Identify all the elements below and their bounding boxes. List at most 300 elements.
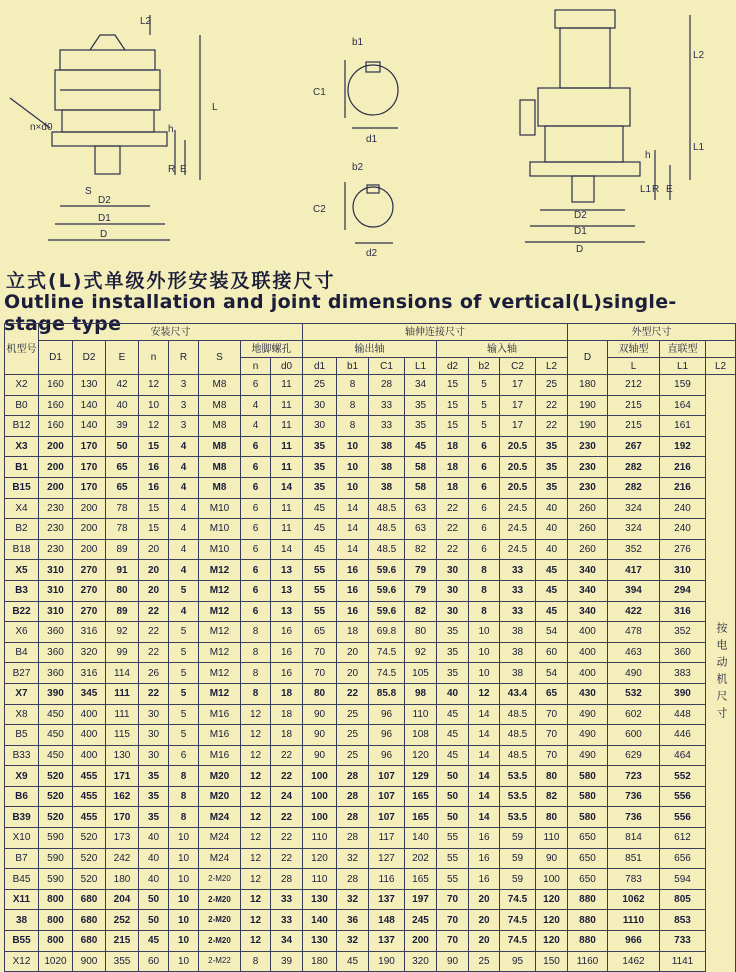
table-cell: 490 [608, 663, 660, 684]
col-b1: b1 [337, 358, 369, 375]
table-cell: 170 [73, 457, 106, 478]
table-cell: 345 [73, 683, 106, 704]
table-cell: 2-M20 [199, 931, 241, 952]
col-d1: d1 [303, 358, 337, 375]
table-cell: 129 [405, 766, 437, 787]
table-cell: 8 [241, 951, 271, 972]
table-cell: 417 [608, 560, 660, 581]
table-cell: 30 [437, 580, 469, 601]
table-cell: 36 [337, 910, 369, 931]
table-cell: 22 [271, 807, 303, 828]
table-cell: 360 [39, 622, 73, 643]
table-cell: 556 [660, 786, 706, 807]
table-cell: 130 [303, 889, 337, 910]
table-cell: 45 [405, 436, 437, 457]
table-cell: 13 [271, 560, 303, 581]
table-cell: 100 [303, 807, 337, 828]
table-cell: M8 [199, 436, 241, 457]
header-shaft: 轴伸连接尺寸 [303, 324, 568, 341]
table-cell: 520 [39, 786, 73, 807]
table-cell: 10 [469, 622, 500, 643]
table-cell: 107 [369, 766, 405, 787]
table-cell: 33 [500, 601, 536, 622]
table-cell: 294 [660, 580, 706, 601]
table-cell: 594 [660, 869, 706, 890]
table-cell: 736 [608, 786, 660, 807]
table-cell: 10 [337, 457, 369, 478]
table-cell: 170 [73, 477, 106, 498]
table-row [5, 869, 736, 890]
table-cell: 10 [469, 642, 500, 663]
table-cell: 556 [660, 807, 706, 828]
table-cell: 10 [469, 663, 500, 684]
cell-model: B7 [5, 848, 39, 869]
table-cell: 70 [303, 642, 337, 663]
table-cell: 5 [469, 416, 500, 437]
table-cell: 6 [241, 539, 271, 560]
table-cell: 5 [169, 642, 199, 663]
table-cell: 478 [608, 622, 660, 643]
table-cell: 4 [241, 395, 271, 416]
table-cell: 316 [73, 663, 106, 684]
table-cell: 39 [271, 951, 303, 972]
table-cell: 5 [469, 395, 500, 416]
table-cell: 130 [73, 375, 106, 396]
table-cell: 120 [303, 848, 337, 869]
table-cell: 230 [568, 436, 608, 457]
table-cell: 800 [39, 889, 73, 910]
table-cell: 245 [405, 910, 437, 931]
table-cell: 270 [73, 580, 106, 601]
table-cell: 11 [271, 395, 303, 416]
table-cell: 282 [608, 477, 660, 498]
table-cell: 54 [536, 663, 568, 684]
table-cell: 880 [568, 931, 608, 952]
table-row [5, 395, 736, 416]
cell-model: B22 [5, 601, 39, 622]
table-cell: 783 [608, 869, 660, 890]
table-cell: 45 [536, 580, 568, 601]
table-cell: 6 [469, 457, 500, 478]
table-cell: 8 [169, 766, 199, 787]
cell-model: B0 [5, 395, 39, 416]
table-cell: 310 [39, 560, 73, 581]
table-cell: 880 [568, 910, 608, 931]
table-cell: 90 [303, 725, 337, 746]
table-cell: 580 [568, 786, 608, 807]
table-cell: 100 [303, 786, 337, 807]
table-cell: 48.5 [500, 725, 536, 746]
table-cell: 173 [106, 828, 139, 849]
label-d-right: D [576, 244, 584, 255]
table-cell: 59.6 [369, 580, 405, 601]
cell-model: 38 [5, 910, 39, 931]
table-cell: 15 [437, 416, 469, 437]
table-cell: 3 [169, 416, 199, 437]
table-cell: 8 [169, 786, 199, 807]
table-cell: 115 [106, 725, 139, 746]
cell-model: B18 [5, 539, 39, 560]
table-cell: 4 [169, 436, 199, 457]
table-cell: 54 [536, 622, 568, 643]
table-cell: M12 [199, 560, 241, 581]
table-cell: 448 [660, 704, 706, 725]
table-cell: 455 [73, 807, 106, 828]
label-d1-left: D1 [98, 213, 111, 224]
table-cell: M8 [199, 395, 241, 416]
table-cell: 45 [437, 745, 469, 766]
table-cell: 22 [437, 519, 469, 540]
table-cell: 463 [608, 642, 660, 663]
table-cell: 10 [169, 889, 199, 910]
table-cell: 11 [271, 457, 303, 478]
table-cell: 736 [608, 807, 660, 828]
table-cell: 11 [271, 498, 303, 519]
label-h-left: h [168, 124, 174, 135]
cell-model: X9 [5, 766, 39, 787]
table-cell: 310 [660, 560, 706, 581]
table-cell: 16 [271, 663, 303, 684]
table-cell: 35 [437, 642, 469, 663]
table-cell: 200 [39, 457, 73, 478]
table-cell: 45 [437, 704, 469, 725]
table-cell: 446 [660, 725, 706, 746]
table-cell: 137 [369, 889, 405, 910]
table-cell: 600 [608, 725, 660, 746]
table-cell: 35 [405, 395, 437, 416]
cell-model: X2 [5, 375, 39, 396]
table-cell: 22 [271, 766, 303, 787]
table-cell: 24.5 [500, 498, 536, 519]
table-cell: 12 [241, 725, 271, 746]
table-cell: 12 [241, 745, 271, 766]
table-cell: 63 [405, 498, 437, 519]
table-cell: 30 [303, 416, 337, 437]
table-cell: 65 [106, 477, 139, 498]
table-row [5, 642, 736, 663]
table-cell: 90 [303, 745, 337, 766]
table-cell: 60 [536, 642, 568, 663]
table-cell: 89 [106, 539, 139, 560]
table-cell: 70 [437, 931, 469, 952]
table-cell: 400 [73, 704, 106, 725]
table-cell: 170 [106, 807, 139, 828]
table-cell: 22 [437, 539, 469, 560]
title-chinese: 立式(L)式单级外形安装及联接尺寸 [6, 270, 336, 292]
table-cell: 270 [73, 560, 106, 581]
table-cell: 107 [369, 786, 405, 807]
table-cell: M8 [199, 375, 241, 396]
table-cell: 400 [568, 622, 608, 643]
table-cell: 490 [568, 725, 608, 746]
table-cell: 137 [369, 931, 405, 952]
table-cell: 2-M20 [199, 889, 241, 910]
table-cell: 25 [303, 375, 337, 396]
table-cell: 53.5 [500, 766, 536, 787]
table-cell: 159 [660, 375, 706, 396]
table-cell: 14 [469, 807, 500, 828]
dimensions-table [4, 323, 736, 972]
table-cell: 69.8 [369, 622, 405, 643]
table-cell: 192 [660, 436, 706, 457]
table-cell: 455 [73, 786, 106, 807]
label-d2-left: D2 [98, 195, 111, 206]
table-cell: 100 [303, 766, 337, 787]
table-cell: 12 [241, 828, 271, 849]
cell-model: X8 [5, 704, 39, 725]
table-cell: 8 [337, 395, 369, 416]
table-cell: 70 [536, 745, 568, 766]
table-cell: 450 [39, 745, 73, 766]
table-cell: 162 [106, 786, 139, 807]
table-cell: 360 [39, 642, 73, 663]
header-input-shaft: 输入轴 [437, 341, 568, 358]
cell-model: B33 [5, 745, 39, 766]
header-direct: 直联型 [660, 341, 706, 358]
table-row [5, 375, 736, 396]
table-cell: 70 [437, 889, 469, 910]
table-cell: 6 [169, 745, 199, 766]
table-cell: 45 [337, 951, 369, 972]
table-cell: 22 [271, 828, 303, 849]
table-cell: 400 [73, 745, 106, 766]
table-cell: 22 [536, 416, 568, 437]
table-cell: 260 [568, 519, 608, 540]
table-cell: 50 [437, 807, 469, 828]
table-cell: 10 [337, 436, 369, 457]
table-cell: 35 [536, 477, 568, 498]
table-row [5, 622, 736, 643]
table-cell: 400 [568, 663, 608, 684]
table-cell: 851 [608, 848, 660, 869]
label-r-left: R [168, 164, 176, 175]
table-cell: 260 [568, 498, 608, 519]
cell-model: B2 [5, 519, 39, 540]
table-row [5, 745, 736, 766]
table-cell: M24 [199, 828, 241, 849]
table-cell: 160 [39, 395, 73, 416]
table-cell: 8 [241, 663, 271, 684]
table-cell: 204 [106, 889, 139, 910]
table-cell: 212 [608, 375, 660, 396]
table-cell: 160 [39, 416, 73, 437]
table-cell: 10 [139, 395, 169, 416]
table-cell: 22 [271, 848, 303, 869]
table-cell: 65 [106, 457, 139, 478]
table-cell: 455 [73, 766, 106, 787]
table-cell: 30 [437, 601, 469, 622]
table-cell: 48.5 [369, 519, 405, 540]
table-cell: 98 [405, 683, 437, 704]
table-cell: 35 [303, 436, 337, 457]
table-cell: 127 [369, 848, 405, 869]
table-cell: 230 [568, 457, 608, 478]
table-row [5, 704, 736, 725]
table-cell: 24 [271, 786, 303, 807]
table-cell: 70 [536, 725, 568, 746]
table-cell: M8 [199, 457, 241, 478]
table-row [5, 766, 736, 787]
outline-drawing-svg [0, 0, 720, 260]
table-cell: 580 [568, 807, 608, 828]
table-cell: 6 [241, 375, 271, 396]
table-cell: 24.5 [500, 519, 536, 540]
table-cell: 40 [139, 869, 169, 890]
table-cell: 316 [660, 601, 706, 622]
table-cell: 40 [437, 683, 469, 704]
cell-model: B5 [5, 725, 39, 746]
table-cell: 55 [303, 580, 337, 601]
table-cell: 58 [405, 477, 437, 498]
table-cell: 40 [106, 395, 139, 416]
table-cell: 35 [437, 663, 469, 684]
table-cell: 5 [169, 580, 199, 601]
table-cell: 422 [608, 601, 660, 622]
table-cell: 82 [405, 601, 437, 622]
table-cell: 17 [500, 395, 536, 416]
label-c1: C1 [313, 87, 326, 98]
label-d1-shaft: d1 [366, 134, 378, 145]
table-cell: 96 [369, 725, 405, 746]
table-cell: 180 [106, 869, 139, 890]
cell-model: X5 [5, 560, 39, 581]
table-cell: 38 [500, 642, 536, 663]
table-cell: M8 [199, 477, 241, 498]
table-cell: 48.5 [500, 745, 536, 766]
table-cell: 520 [39, 807, 73, 828]
table-cell: 50 [139, 889, 169, 910]
col-D: D [568, 341, 608, 375]
table-row [5, 457, 736, 478]
table-cell: 38 [369, 436, 405, 457]
cell-model: B55 [5, 931, 39, 952]
table-cell: 96 [369, 704, 405, 725]
table-cell: 33 [369, 416, 405, 437]
table-cell: 55 [303, 560, 337, 581]
table-cell: 18 [437, 457, 469, 478]
table-cell: 22 [437, 498, 469, 519]
table-cell: 79 [405, 560, 437, 581]
table-cell: 30 [139, 704, 169, 725]
table-cell: 22 [271, 745, 303, 766]
table-cell: 16 [271, 642, 303, 663]
table-cell: 6 [469, 436, 500, 457]
table-cell: 390 [39, 683, 73, 704]
table-cell: 602 [608, 704, 660, 725]
table-cell: 32 [337, 848, 369, 869]
table-cell: 900 [73, 951, 106, 972]
table-cell: 14 [469, 766, 500, 787]
table-cell: 95 [500, 951, 536, 972]
table-cell: 117 [369, 828, 405, 849]
table-cell: 13 [271, 580, 303, 601]
table-cell: 59.6 [369, 601, 405, 622]
table-cell: 24.5 [500, 539, 536, 560]
table-cell: 82 [536, 786, 568, 807]
table-cell: 35 [536, 457, 568, 478]
table-cell: 1462 [608, 951, 660, 972]
table-cell: 34 [405, 375, 437, 396]
table-cell: 33 [500, 580, 536, 601]
dimensions-table-wrap [4, 323, 727, 972]
table-cell: 63 [405, 519, 437, 540]
table-cell: 14 [469, 745, 500, 766]
table-cell: 14 [469, 725, 500, 746]
table-cell: 50 [139, 910, 169, 931]
col-d2: d2 [437, 358, 469, 375]
table-cell: 38 [369, 457, 405, 478]
table-cell: 3 [169, 395, 199, 416]
table-cell: 12 [241, 807, 271, 828]
table-cell: 25 [469, 951, 500, 972]
table-cell: 130 [303, 931, 337, 952]
table-cell: 140 [73, 395, 106, 416]
table-cell: 20 [337, 663, 369, 684]
table-row [5, 601, 736, 622]
col-S: S [199, 341, 241, 375]
table-cell: 38 [369, 477, 405, 498]
table-cell: 15 [437, 375, 469, 396]
table-cell: 45 [303, 498, 337, 519]
table-cell: 282 [608, 457, 660, 478]
table-body [5, 375, 736, 972]
table-cell: 12 [241, 931, 271, 952]
table-cell: 450 [39, 704, 73, 725]
table-cell: 55 [437, 828, 469, 849]
table-cell: 80 [405, 622, 437, 643]
table-cell: 360 [39, 663, 73, 684]
cell-model: X7 [5, 683, 39, 704]
table-row [5, 580, 736, 601]
table-cell: M16 [199, 745, 241, 766]
table-cell: 1110 [608, 910, 660, 931]
table-cell: 16 [139, 457, 169, 478]
table-cell: 6 [241, 477, 271, 498]
table-cell: 15 [437, 395, 469, 416]
table-cell: 680 [73, 931, 106, 952]
table-cell: 8 [337, 416, 369, 437]
table-cell: 650 [568, 869, 608, 890]
table-cell: 65 [536, 683, 568, 704]
table-cell: 340 [568, 601, 608, 622]
cell-model: B27 [5, 663, 39, 684]
table-cell: 230 [39, 519, 73, 540]
table-cell: 45 [536, 601, 568, 622]
col-C1: C1 [369, 358, 405, 375]
table-cell: 12 [241, 704, 271, 725]
table-row [5, 910, 736, 931]
table-cell: 805 [660, 889, 706, 910]
table-cell: 4 [169, 498, 199, 519]
table-cell: 22 [139, 622, 169, 643]
table-cell: 130 [106, 745, 139, 766]
table-cell: 650 [568, 828, 608, 849]
table-cell: 91 [106, 560, 139, 581]
table-cell: 28 [369, 375, 405, 396]
table-cell: 111 [106, 704, 139, 725]
label-e-right: E [666, 184, 673, 195]
table-cell: 520 [73, 848, 106, 869]
table-cell: 4 [169, 560, 199, 581]
table-cell: M24 [199, 807, 241, 828]
table-cell: 35 [139, 807, 169, 828]
table-cell: 260 [568, 539, 608, 560]
label-b1: b1 [352, 37, 364, 48]
table-cell: 520 [73, 828, 106, 849]
table-cell: 430 [568, 683, 608, 704]
table-cell: 74.5 [500, 889, 536, 910]
table-cell: 96 [369, 745, 405, 766]
